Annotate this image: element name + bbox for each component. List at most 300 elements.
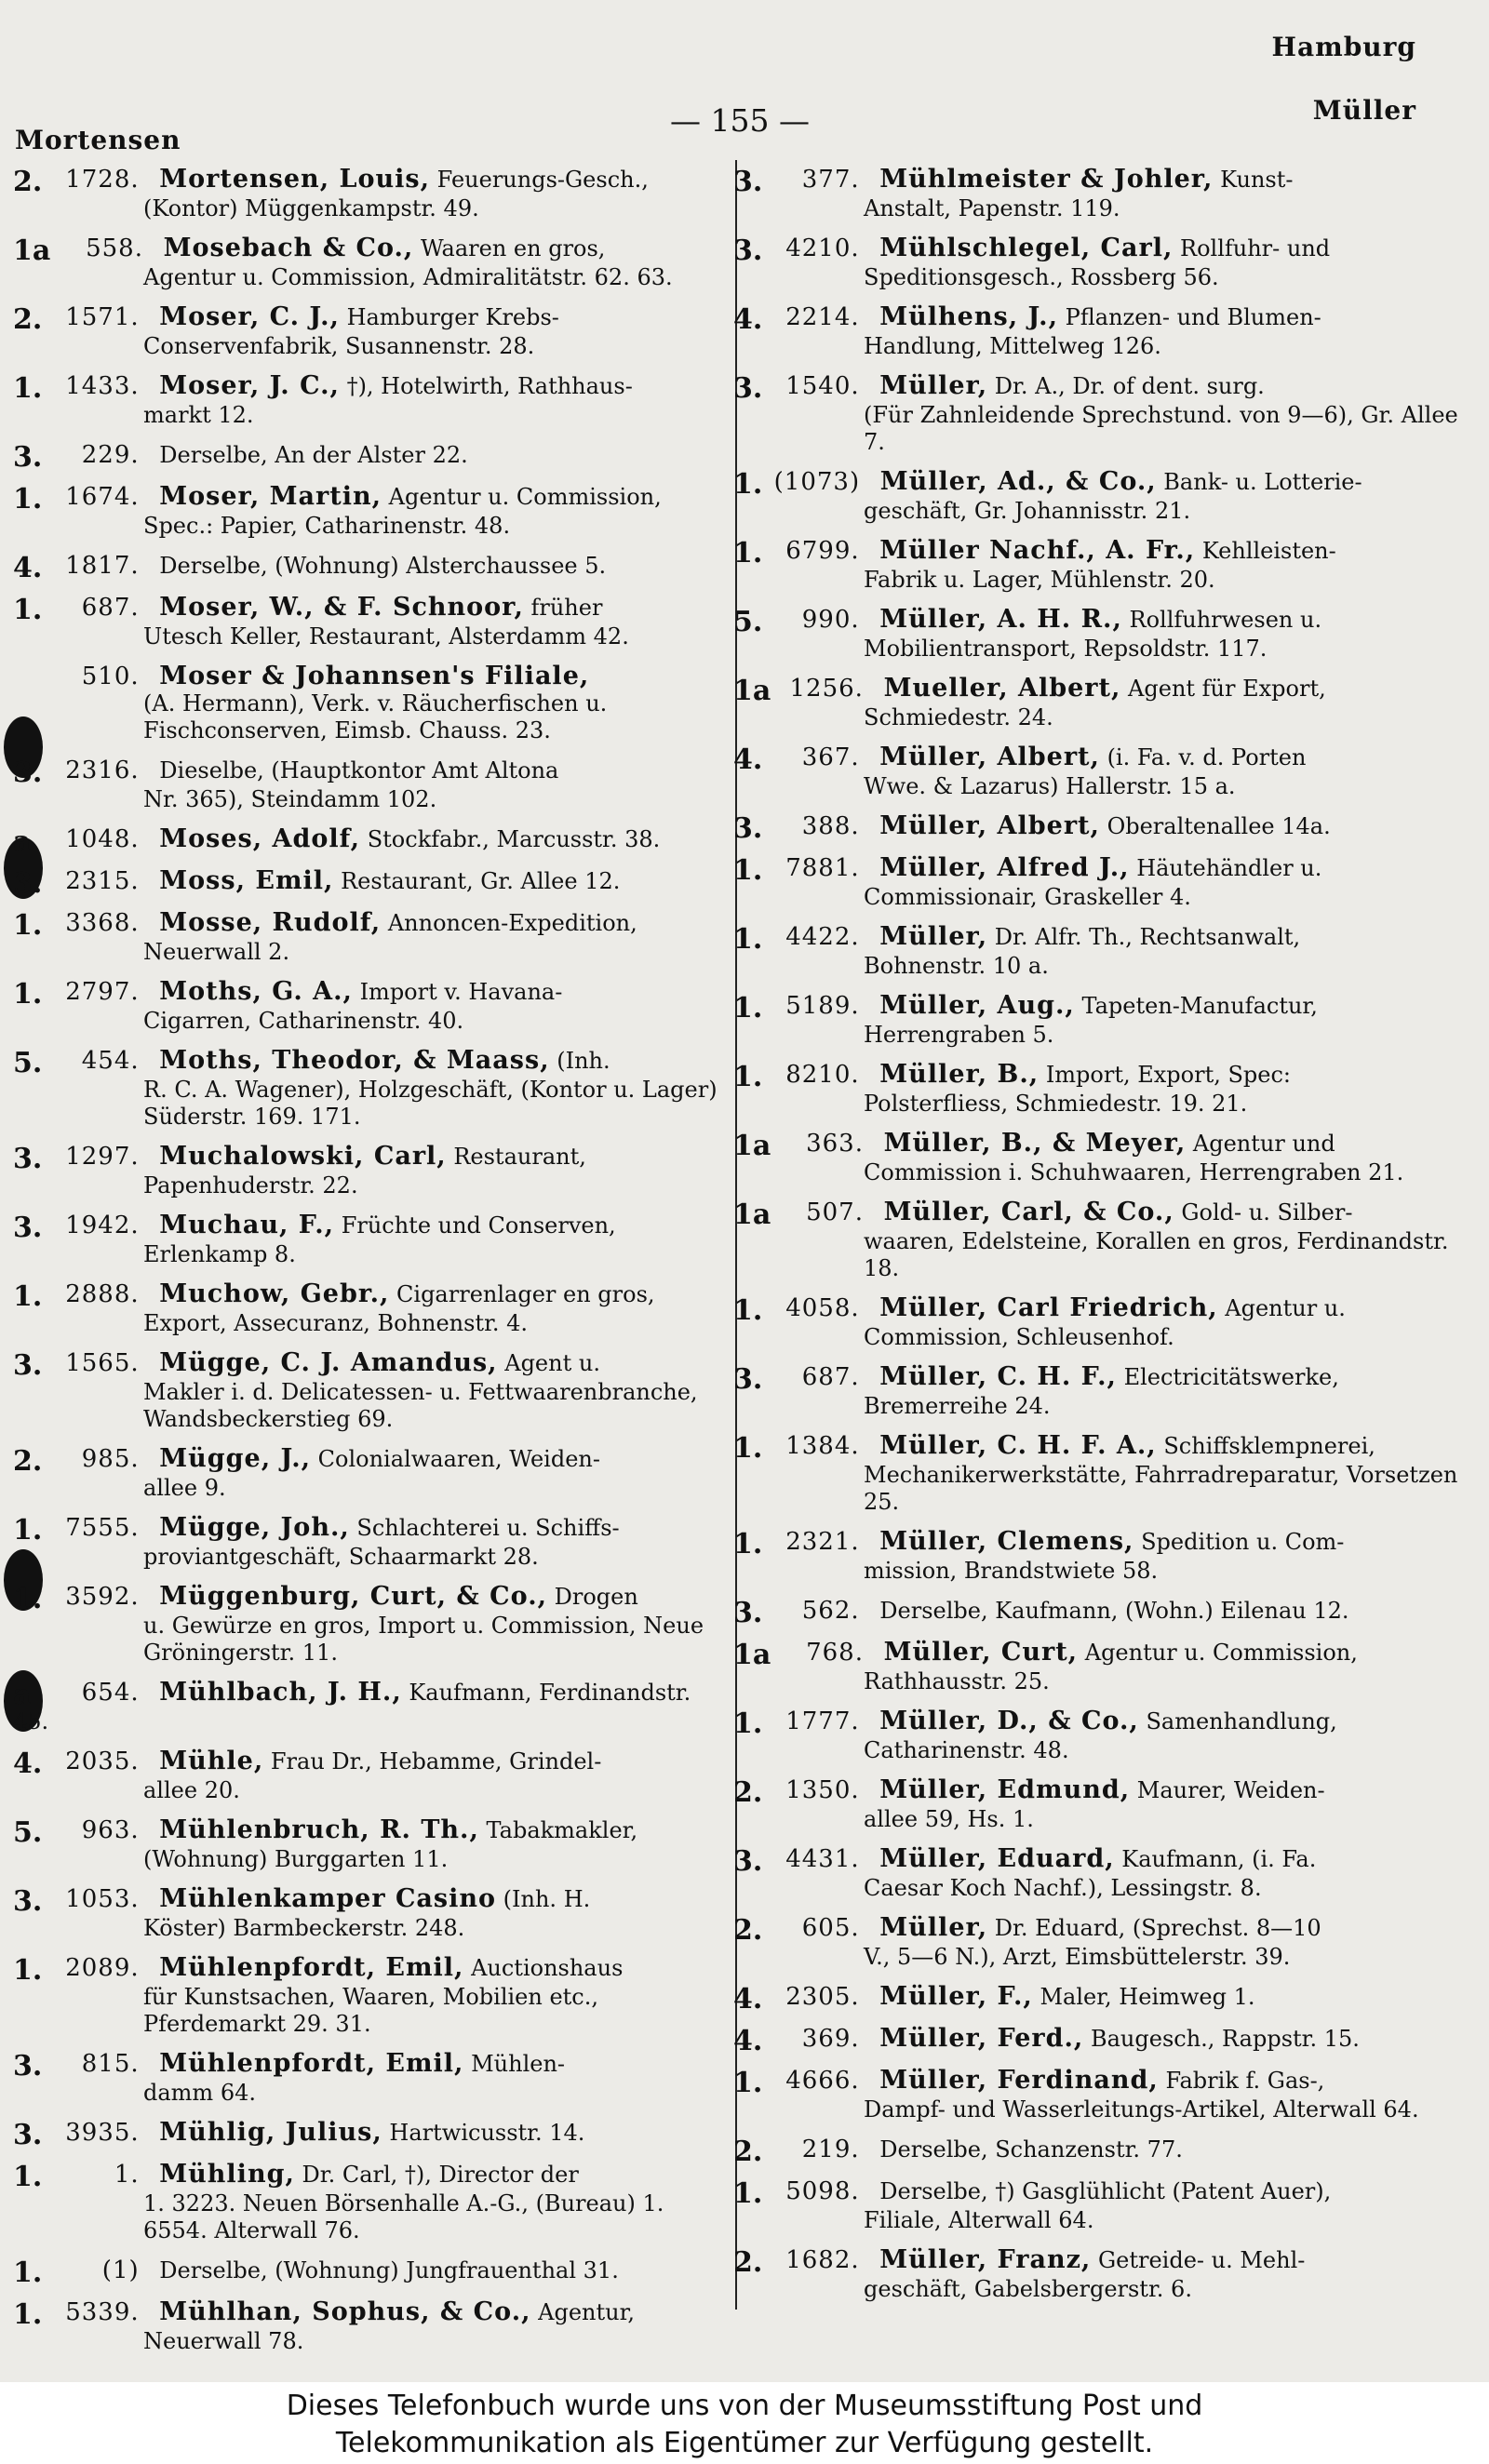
entry-name: Moses, Adolf, bbox=[159, 824, 361, 853]
entry-text: (i. Fa. v. d. Porten bbox=[1107, 744, 1307, 770]
entry-continuation: Agentur u. Commission, Admiralitätstr. 62. 63. bbox=[143, 264, 673, 290]
phone-number: 4422. bbox=[785, 923, 860, 951]
phone-number: 507. bbox=[806, 1199, 864, 1226]
exchange-code: 2. bbox=[733, 2136, 763, 2168]
exchange-code: 1a bbox=[13, 234, 51, 267]
phone-number: 1256. bbox=[789, 675, 864, 703]
directory-entry bbox=[733, 743, 1463, 800]
header-city: Hamburg bbox=[1271, 32, 1416, 62]
directory-entry bbox=[13, 1583, 720, 1667]
entry-text: Hartwicusstr. 14. bbox=[389, 2120, 585, 2146]
entry-name: Müller, Albert, bbox=[879, 811, 1100, 840]
directory-entry bbox=[13, 1143, 720, 1199]
entry-text: Agent u. bbox=[504, 1350, 600, 1376]
phone-number: 687. bbox=[801, 1363, 860, 1391]
entry-text: Drogen bbox=[554, 1584, 638, 1610]
exchange-code: 4. bbox=[13, 552, 43, 584]
entry-continuation: Dampf- und Wasserleitungs-Artikel, Alterwall 64. bbox=[864, 2096, 1419, 2123]
entry-name: Mühlenpfordt, Emil, bbox=[159, 1953, 464, 1982]
entry-continuation: Commission, Schleusenhof. bbox=[864, 1324, 1174, 1350]
directory-entry bbox=[13, 1280, 720, 1337]
directory-entry bbox=[13, 1954, 720, 2038]
phone-number: 367. bbox=[801, 743, 860, 771]
exchange-code: 5. bbox=[733, 606, 763, 638]
entry-text: Tapeten-Manufactur, bbox=[1081, 993, 1318, 1019]
directory-entry bbox=[13, 2298, 720, 2355]
entry-continuation: Commissionair, Graskeller 4. bbox=[864, 884, 1191, 910]
entry-name: Mühlschlegel, Carl, bbox=[879, 234, 1174, 262]
phone-number: 654. bbox=[81, 1679, 140, 1707]
phone-number: 1817. bbox=[65, 552, 140, 580]
entry-text: Import v. Havana- bbox=[359, 979, 563, 1005]
exchange-code: 1. bbox=[13, 483, 43, 516]
entry-text: Derselbe, (Wohnung) Jungfrauenthal 31. bbox=[159, 2257, 619, 2283]
exchange-code: 4. bbox=[733, 303, 763, 336]
exchange-code: 2. bbox=[733, 1914, 763, 1947]
entry-name: Mosse, Rudolf, bbox=[159, 908, 382, 937]
entry-continuation: Neuerwall 2. bbox=[143, 939, 290, 965]
entry-continuation: mission, Brandstwiete 58. bbox=[864, 1558, 1159, 1584]
exchange-code: 4. bbox=[733, 2025, 763, 2057]
directory-entry bbox=[733, 1199, 1463, 1282]
entry-continuation: Herrengraben 5. bbox=[864, 1022, 1054, 1048]
entry-text: Agent für Export, bbox=[1128, 676, 1326, 702]
phone-number: 7881. bbox=[785, 854, 860, 882]
exchange-code: 3. bbox=[13, 867, 43, 900]
directory-entry bbox=[13, 372, 720, 429]
entry-name: Müller Nachf., A. Fr., bbox=[879, 536, 1196, 565]
entry-text: Maler, Heimweg 1. bbox=[1040, 1984, 1255, 2010]
phone-number: 687. bbox=[81, 594, 140, 622]
phone-number: 6799. bbox=[785, 537, 860, 565]
entry-text: Auctionshaus bbox=[471, 1955, 624, 1981]
entry-text: Restaurant, bbox=[453, 1144, 586, 1170]
entry-name: Müller, bbox=[879, 1913, 988, 1942]
entry-continuation: markt 12. bbox=[143, 402, 254, 428]
entry-text: (Inh. H. bbox=[503, 1886, 591, 1912]
entry-text: Derselbe, (Wohnung) Alsterchaussee 5. bbox=[159, 553, 607, 579]
exchange-code: 1. bbox=[13, 1583, 43, 1615]
entry-text: Agentur u. Commission, bbox=[1084, 1640, 1358, 1666]
phone-number: 605. bbox=[801, 1914, 860, 1942]
entry-text: Früchte und Conserven, bbox=[341, 1212, 616, 1239]
exchange-code: 2. bbox=[13, 166, 43, 198]
exchange-code: 1. bbox=[13, 909, 43, 942]
directory-entry bbox=[733, 1845, 1463, 1902]
entry-text: Bank- u. Lotterie- bbox=[1163, 469, 1362, 495]
entry-continuation: proviantgeschäft, Schaarmarkt 28. bbox=[143, 1544, 539, 1570]
entry-name: Müggenburg, Curt, & Co., bbox=[159, 1582, 547, 1611]
exchange-code: 3. bbox=[13, 1885, 43, 1918]
exchange-code: 3. bbox=[733, 1363, 763, 1396]
entry-continuation: Export, Assecuranz, Bohnenstr. 4. bbox=[143, 1310, 529, 1336]
exchange-code: 3. bbox=[733, 166, 763, 198]
phone-number: 2035. bbox=[65, 1748, 140, 1775]
entry-name: Moths, Theodor, & Maass, bbox=[159, 1046, 550, 1075]
entry-text: (Inh. bbox=[557, 1048, 610, 1074]
entry-text: Kehlleisten- bbox=[1201, 538, 1336, 564]
phone-number: 1297. bbox=[65, 1143, 140, 1171]
phone-number: 7555. bbox=[65, 1514, 140, 1542]
entry-continuation: Neuerwall 78. bbox=[143, 2328, 304, 2354]
entry-name: Mosebach & Co., bbox=[163, 234, 414, 262]
phone-number: 5098. bbox=[785, 2177, 860, 2205]
entry-continuation: Rathhausstr. 25. bbox=[864, 1668, 1050, 1694]
exchange-code: a bbox=[13, 825, 32, 858]
entry-continuation: (A. Hermann), Verk. v. Räucherfischen u. Fischconserven, Eimsb. Chauss. 23. bbox=[143, 690, 608, 743]
directory-entry bbox=[13, 1885, 720, 1942]
entry-continuation: damm 64. bbox=[143, 2080, 256, 2106]
entry-name: Müller, Aug., bbox=[879, 991, 1075, 1020]
exchange-code: 1. bbox=[13, 1280, 43, 1313]
directory-entry bbox=[733, 1130, 1463, 1186]
exchange-code: 1. bbox=[733, 1528, 763, 1560]
entry-text: Maurer, Weiden- bbox=[1136, 1777, 1325, 1803]
exchange-code: 1. bbox=[13, 1954, 43, 1987]
entry-text: Cigarrenlager en gros, bbox=[396, 1281, 655, 1307]
entry-name: Muchalowski, Carl, bbox=[159, 1142, 447, 1171]
exchange-code: 5. bbox=[13, 1816, 43, 1849]
entry-name: Müller, D., & Co., bbox=[879, 1707, 1139, 1735]
entry-continuation: Utesch Keller, Restaurant, Alsterdamm 42. bbox=[143, 623, 629, 649]
entry-continuation: Cigarren, Catharinenstr. 40. bbox=[143, 1008, 464, 1034]
entry-name: Mügge, C. J. Amandus, bbox=[159, 1348, 498, 1377]
directory-entry bbox=[13, 1445, 720, 1502]
entry-continuation: (Wohnung) Burggarten 11. bbox=[143, 1846, 449, 1872]
phone-number: 1433. bbox=[65, 372, 140, 400]
exchange-code: 1. bbox=[13, 2256, 43, 2289]
entry-name: Moser, C. J., bbox=[159, 302, 340, 331]
entry-name: Mühling, bbox=[159, 2160, 295, 2189]
entry-name: Moths, G. A., bbox=[159, 977, 353, 1006]
directory-entry bbox=[13, 441, 720, 474]
directory-entry bbox=[733, 1914, 1463, 1971]
entry-name: Mortensen, Louis, bbox=[159, 165, 430, 194]
exchange-code: 2. bbox=[733, 2246, 763, 2279]
exchange-code: 1. bbox=[733, 2067, 763, 2099]
directory-entry bbox=[733, 606, 1463, 663]
phone-number: 8210. bbox=[785, 1061, 860, 1089]
phone-number: 1682. bbox=[785, 2246, 860, 2274]
phone-number: 3592. bbox=[65, 1583, 140, 1611]
phone-number: (1073) bbox=[773, 468, 861, 496]
directory-entry bbox=[733, 854, 1463, 911]
entry-continuation: waaren, Edelsteine, Korallen en gros, Ferdinandstr. 18. bbox=[864, 1228, 1449, 1281]
exchange-code: a bbox=[13, 1679, 32, 1711]
entry-continuation: 1. 3223. Neuen Börsenhalle A.-G., (Bureau) 1. 6554. Alterwall 76. bbox=[143, 2190, 664, 2243]
phone-number: 377. bbox=[801, 166, 860, 194]
entry-continuation: Nr. 365), Steindamm 102. bbox=[143, 786, 437, 812]
entry-name: Moser, J. C., bbox=[159, 371, 340, 400]
entry-name: Mühlenpfordt, Emil, bbox=[159, 2049, 464, 2078]
phone-number: 990. bbox=[801, 606, 860, 634]
exchange-code: 1. bbox=[13, 1514, 43, 1547]
entry-continuation: Köster) Barmbeckerstr. 248. bbox=[143, 1915, 465, 1941]
exchange-code: 1a bbox=[733, 1199, 771, 1231]
entry-name: Müller, Curt, bbox=[883, 1638, 1079, 1667]
directory-entry bbox=[733, 372, 1463, 456]
entry-continuation: u. Gewürze en gros, Import u. Commission, Neue Gröningerstr. 11. bbox=[143, 1613, 704, 1666]
phone-number: 1565. bbox=[65, 1349, 140, 1377]
entry-continuation: Papenhuderstr. 22. bbox=[143, 1172, 358, 1199]
entry-text: Stockfabr., Marcusstr. 38. bbox=[367, 826, 661, 852]
entry-text: Import, Export, Spec: bbox=[1045, 1062, 1292, 1088]
entry-continuation: Bremerreihe 24. bbox=[864, 1393, 1051, 1419]
directory-entry bbox=[733, 2136, 1463, 2168]
exchange-code: 1. bbox=[733, 992, 763, 1024]
phone-number: 388. bbox=[801, 812, 860, 840]
entry-name: Moser, W., & F. Schnoor, bbox=[159, 593, 524, 622]
entry-continuation: Caesar Koch Nachf.), Lessingstr. 8. bbox=[864, 1875, 1262, 1901]
footer-notice bbox=[0, 2382, 1489, 2464]
phone-number: 1777. bbox=[785, 1707, 860, 1735]
entry-name: Müller, Alfred J., bbox=[879, 853, 1130, 882]
entry-name: Müller, bbox=[879, 371, 988, 400]
entry-name: Mügge, Joh., bbox=[159, 1513, 350, 1542]
entry-text: Agentur u. bbox=[1225, 1295, 1346, 1321]
entry-name: Moss, Emil, bbox=[159, 866, 334, 895]
entry-continuation: Handlung, Mittelweg 126. bbox=[864, 333, 1161, 359]
entry-name: Müller, bbox=[879, 922, 988, 951]
entry-text: Electricitätswerke, bbox=[1123, 1364, 1339, 1390]
entry-name: Mülhens, J., bbox=[879, 302, 1058, 331]
entry-text: Häutehändler u. bbox=[1136, 855, 1322, 881]
directory-entry bbox=[13, 663, 720, 744]
exchange-code: 4. bbox=[733, 743, 763, 776]
entry-continuation: Spec.: Papier, Catharinenstr. 48. bbox=[143, 513, 511, 539]
entry-text: Rollfuhrwesen u. bbox=[1129, 607, 1322, 633]
entry-name: Mühlhan, Sophus, & Co., bbox=[159, 2297, 531, 2326]
entry-text: Getreide- u. Mehl- bbox=[1097, 2247, 1306, 2273]
directory-entry bbox=[13, 909, 720, 966]
directory-entry bbox=[733, 234, 1463, 291]
phone-number: 1674. bbox=[65, 483, 140, 511]
directory-entry bbox=[733, 1363, 1463, 1420]
directory-entry bbox=[733, 1061, 1463, 1118]
directory-entry bbox=[13, 303, 720, 360]
entry-name: Müller, Ferdinand, bbox=[879, 2066, 1159, 2095]
entry-name: Muchau, F., bbox=[159, 1211, 335, 1239]
entry-name: Mühlenkamper Casino bbox=[159, 1884, 497, 1913]
entry-text: Dr. A., Dr. of dent. surg. bbox=[994, 373, 1265, 399]
phone-number: 2316. bbox=[65, 757, 140, 784]
exchange-code: 2. bbox=[13, 1445, 43, 1478]
entry-continuation: Commission i. Schuhwaaren, Herrengraben 21. bbox=[864, 1159, 1404, 1185]
directory-entry bbox=[13, 824, 720, 858]
phone-number: 454. bbox=[81, 1047, 140, 1075]
directory-entry bbox=[733, 468, 1463, 525]
phone-number: 3368. bbox=[65, 909, 140, 937]
phone-number: 2214. bbox=[785, 303, 860, 331]
phone-number: 562. bbox=[801, 1597, 860, 1625]
exchange-code: 3. bbox=[13, 1143, 43, 1175]
entry-continuation: V., 5—6 N.), Arzt, Eimsbüttelerstr. 39. bbox=[864, 1944, 1291, 1970]
exchange-code: 1. bbox=[733, 854, 763, 887]
entry-continuation: Anstalt, Papenstr. 119. bbox=[864, 195, 1120, 221]
exchange-code: 3. bbox=[733, 234, 763, 267]
entry-continuation: allee 20. bbox=[143, 1777, 240, 1803]
directory-entry bbox=[13, 757, 720, 813]
entry-text: Kunst- bbox=[1220, 167, 1294, 193]
entry-text: Schlachterei u. Schiffs- bbox=[356, 1515, 620, 1541]
directory-entry bbox=[13, 234, 720, 291]
entry-text: Rollfuhr- und bbox=[1180, 235, 1331, 261]
entry-text: Derselbe, †) Gasglühlicht (Patent Auer), bbox=[879, 2178, 1332, 2204]
phone-number: 510. bbox=[81, 663, 140, 690]
entry-name: Müller, C. H. F. A., bbox=[879, 1431, 1157, 1460]
entry-continuation: Catharinenstr. 48. bbox=[864, 1737, 1069, 1763]
entry-text: Agentur und bbox=[1192, 1131, 1335, 1157]
entry-continuation: Makler i. d. Delicatessen- u. Fettwaarenbranche, Wandsbeckerstieg 69. bbox=[143, 1379, 698, 1432]
entry-name: Müller, Ad., & Co., bbox=[879, 467, 1157, 496]
entry-name: Müller, Clemens, bbox=[879, 1527, 1134, 1556]
entry-text: Schiffsklempnerei, bbox=[1163, 1433, 1375, 1459]
entry-text: Feuerungs-Gesch., bbox=[436, 167, 649, 193]
exchange-code: 1. bbox=[13, 372, 43, 405]
directory-entry bbox=[13, 166, 720, 222]
exchange-code: 1. bbox=[13, 978, 43, 1011]
phone-number: 963. bbox=[81, 1816, 140, 1844]
directory-entry bbox=[13, 1816, 720, 1873]
footer-line-2: Telekommunikation als Eigentümer zur Verfügung gestellt. bbox=[335, 2427, 1154, 2459]
phone-number: 4210. bbox=[785, 234, 860, 262]
directory-entry bbox=[733, 1776, 1463, 1833]
entry-name: Müller, F., bbox=[879, 1982, 1033, 2011]
phone-number: 815. bbox=[81, 2050, 140, 2078]
entry-name: Müller, C. H. F., bbox=[879, 1362, 1117, 1391]
phone-number: 4431. bbox=[785, 1845, 860, 1873]
directory-entry bbox=[13, 2050, 720, 2107]
directory-entry bbox=[733, 1983, 1463, 2013]
exchange-code: 1. bbox=[733, 468, 763, 501]
entry-text: Mühlen- bbox=[471, 2051, 566, 2077]
directory-entry bbox=[733, 2177, 1463, 2234]
phone-number: 985. bbox=[81, 1445, 140, 1473]
entry-continuation: Mobilientransport, Repsoldstr. 117. bbox=[864, 636, 1268, 662]
exchange-code: 3. bbox=[13, 1349, 43, 1382]
exchange-code: 1. bbox=[13, 594, 43, 626]
directory-entry bbox=[13, 978, 720, 1035]
phone-number: 369. bbox=[801, 2025, 860, 2053]
entry-name: Müller, Eduard, bbox=[879, 1844, 1115, 1873]
entry-continuation: (Für Zahnleidende Sprechstund. von 9—6), Gr. Allee 7. bbox=[864, 402, 1458, 455]
directory-entry bbox=[13, 2256, 720, 2289]
entry-continuation: Speditionsgesch., Rossberg 56. bbox=[864, 264, 1219, 290]
entry-text: Restaurant, Gr. Allee 12. bbox=[341, 868, 621, 894]
entry-text: Dr. Alfr. Th., Rechtsanwalt, bbox=[994, 924, 1301, 950]
phone-number: (1) bbox=[101, 2256, 140, 2284]
directory-entry bbox=[733, 811, 1463, 845]
entry-text: Annoncen-Expedition, bbox=[387, 910, 637, 936]
entry-continuation: Erlenkamp 8. bbox=[143, 1241, 296, 1267]
entry-text: Kaufmann, Ferdinandstr. 45. bbox=[13, 1680, 691, 1734]
directory-entry bbox=[733, 1432, 1463, 1516]
entry-name: Müller, Carl Friedrich, bbox=[879, 1293, 1218, 1322]
entry-text: Oberaltenallee 14a. bbox=[1107, 813, 1331, 839]
entry-continuation: allee 9. bbox=[143, 1475, 226, 1501]
phone-number: 219. bbox=[801, 2136, 860, 2163]
directory-entry bbox=[733, 537, 1463, 594]
entry-name: Mühle, bbox=[159, 1747, 264, 1775]
phone-number: 5189. bbox=[785, 992, 860, 1020]
phone-number: 4666. bbox=[785, 2067, 860, 2095]
footer-line-1: Dieses Telefonbuch wurde uns von der Museumsstiftung Post und bbox=[286, 2390, 1203, 2422]
phone-number: 2797. bbox=[65, 978, 140, 1006]
directory-entry bbox=[733, 1707, 1463, 1764]
entry-text: Dr. Eduard, (Sprechst. 8—10 bbox=[994, 1915, 1321, 1941]
entry-text: früher bbox=[530, 595, 603, 621]
exchange-code: 3. bbox=[13, 757, 43, 789]
entry-text: Kaufmann, (i. Fa. bbox=[1121, 1846, 1317, 1872]
entry-continuation: Polsterfliess, Schmiedestr. 19. 21. bbox=[864, 1091, 1248, 1117]
directory-entry bbox=[13, 2119, 720, 2149]
entry-continuation: Mechanikerwerkstätte, Fahrradreparatur, Vorsetzen 25. bbox=[864, 1462, 1458, 1515]
page-number: — 155 — bbox=[670, 102, 810, 139]
phone-number: 1571. bbox=[65, 303, 140, 331]
entry-text: †), Hotelwirth, Rathhaus- bbox=[346, 373, 633, 399]
directory-entry bbox=[733, 1639, 1463, 1695]
entry-text: Derselbe, An der Alster 22. bbox=[159, 442, 468, 468]
entry-text: Fabrik f. Gas-, bbox=[1165, 2068, 1325, 2094]
exchange-code: 3. bbox=[13, 1212, 43, 1244]
exchange-code: 3. bbox=[733, 1845, 763, 1878]
entry-name: Müller, Albert, bbox=[879, 743, 1100, 771]
entry-text: Baugesch., Rappstr. 15. bbox=[1090, 2026, 1360, 2052]
directory-entry bbox=[733, 166, 1463, 222]
exchange-code: 1. bbox=[733, 923, 763, 956]
phone-number: 2305. bbox=[785, 1983, 860, 2011]
directory-entry bbox=[733, 992, 1463, 1049]
directory-entry bbox=[733, 1597, 1463, 1627]
entry-text: Samenhandlung, bbox=[1146, 1708, 1337, 1734]
phone-number: 363. bbox=[806, 1130, 864, 1158]
phone-number: 558. bbox=[86, 234, 143, 262]
entry-name: Mueller, Albert, bbox=[883, 674, 1121, 703]
phone-number: 768. bbox=[806, 1639, 864, 1667]
phone-number: 4058. bbox=[785, 1294, 860, 1322]
entry-text: Derselbe, Schanzenstr. 77. bbox=[879, 2136, 1183, 2163]
exchange-code: 4. bbox=[733, 1983, 763, 2015]
exchange-code: 1. bbox=[733, 1294, 763, 1327]
entry-text: Agentur, bbox=[538, 2299, 636, 2325]
entry-name: Müller, A. H. R., bbox=[879, 605, 1122, 634]
directory-entry bbox=[13, 552, 720, 582]
phone-number: 229. bbox=[81, 441, 140, 469]
entry-name: Müller, B., bbox=[879, 1060, 1040, 1089]
directory-entry bbox=[13, 1349, 720, 1433]
entry-name: Mühlenbruch, R. Th., bbox=[159, 1815, 479, 1844]
directory-entry bbox=[13, 483, 720, 540]
entry-name: Müller, Ferd., bbox=[879, 2024, 1084, 2053]
entry-name: Mühlmeister & Johler, bbox=[879, 165, 1214, 194]
exchange-code: 3. bbox=[733, 812, 763, 845]
entry-text: Dr. Carl, †), Director der bbox=[302, 2162, 579, 2188]
phone-number: 1. bbox=[114, 2161, 140, 2189]
phone-number: 2888. bbox=[65, 1280, 140, 1308]
left-column bbox=[13, 166, 720, 2367]
exchange-code: 4. bbox=[13, 1748, 43, 1780]
entry-text: Spedition u. Com- bbox=[1141, 1529, 1345, 1555]
entry-name: Müller, Franz, bbox=[879, 2245, 1092, 2274]
phone-number: 2321. bbox=[785, 1528, 860, 1556]
entry-name: Mühlig, Julius, bbox=[159, 2118, 382, 2147]
entry-continuation: Conservenfabrik, Susannenstr. 28. bbox=[143, 333, 535, 359]
entry-name: Müller, Carl, & Co., bbox=[883, 1198, 1174, 1226]
directory-entry bbox=[733, 1294, 1463, 1351]
entry-text: Dieselbe, (Hauptkontor Amt Altona bbox=[159, 757, 559, 783]
entry-text: Agentur u. Commission, bbox=[388, 484, 662, 510]
entry-text: Hamburger Krebs- bbox=[346, 304, 559, 330]
